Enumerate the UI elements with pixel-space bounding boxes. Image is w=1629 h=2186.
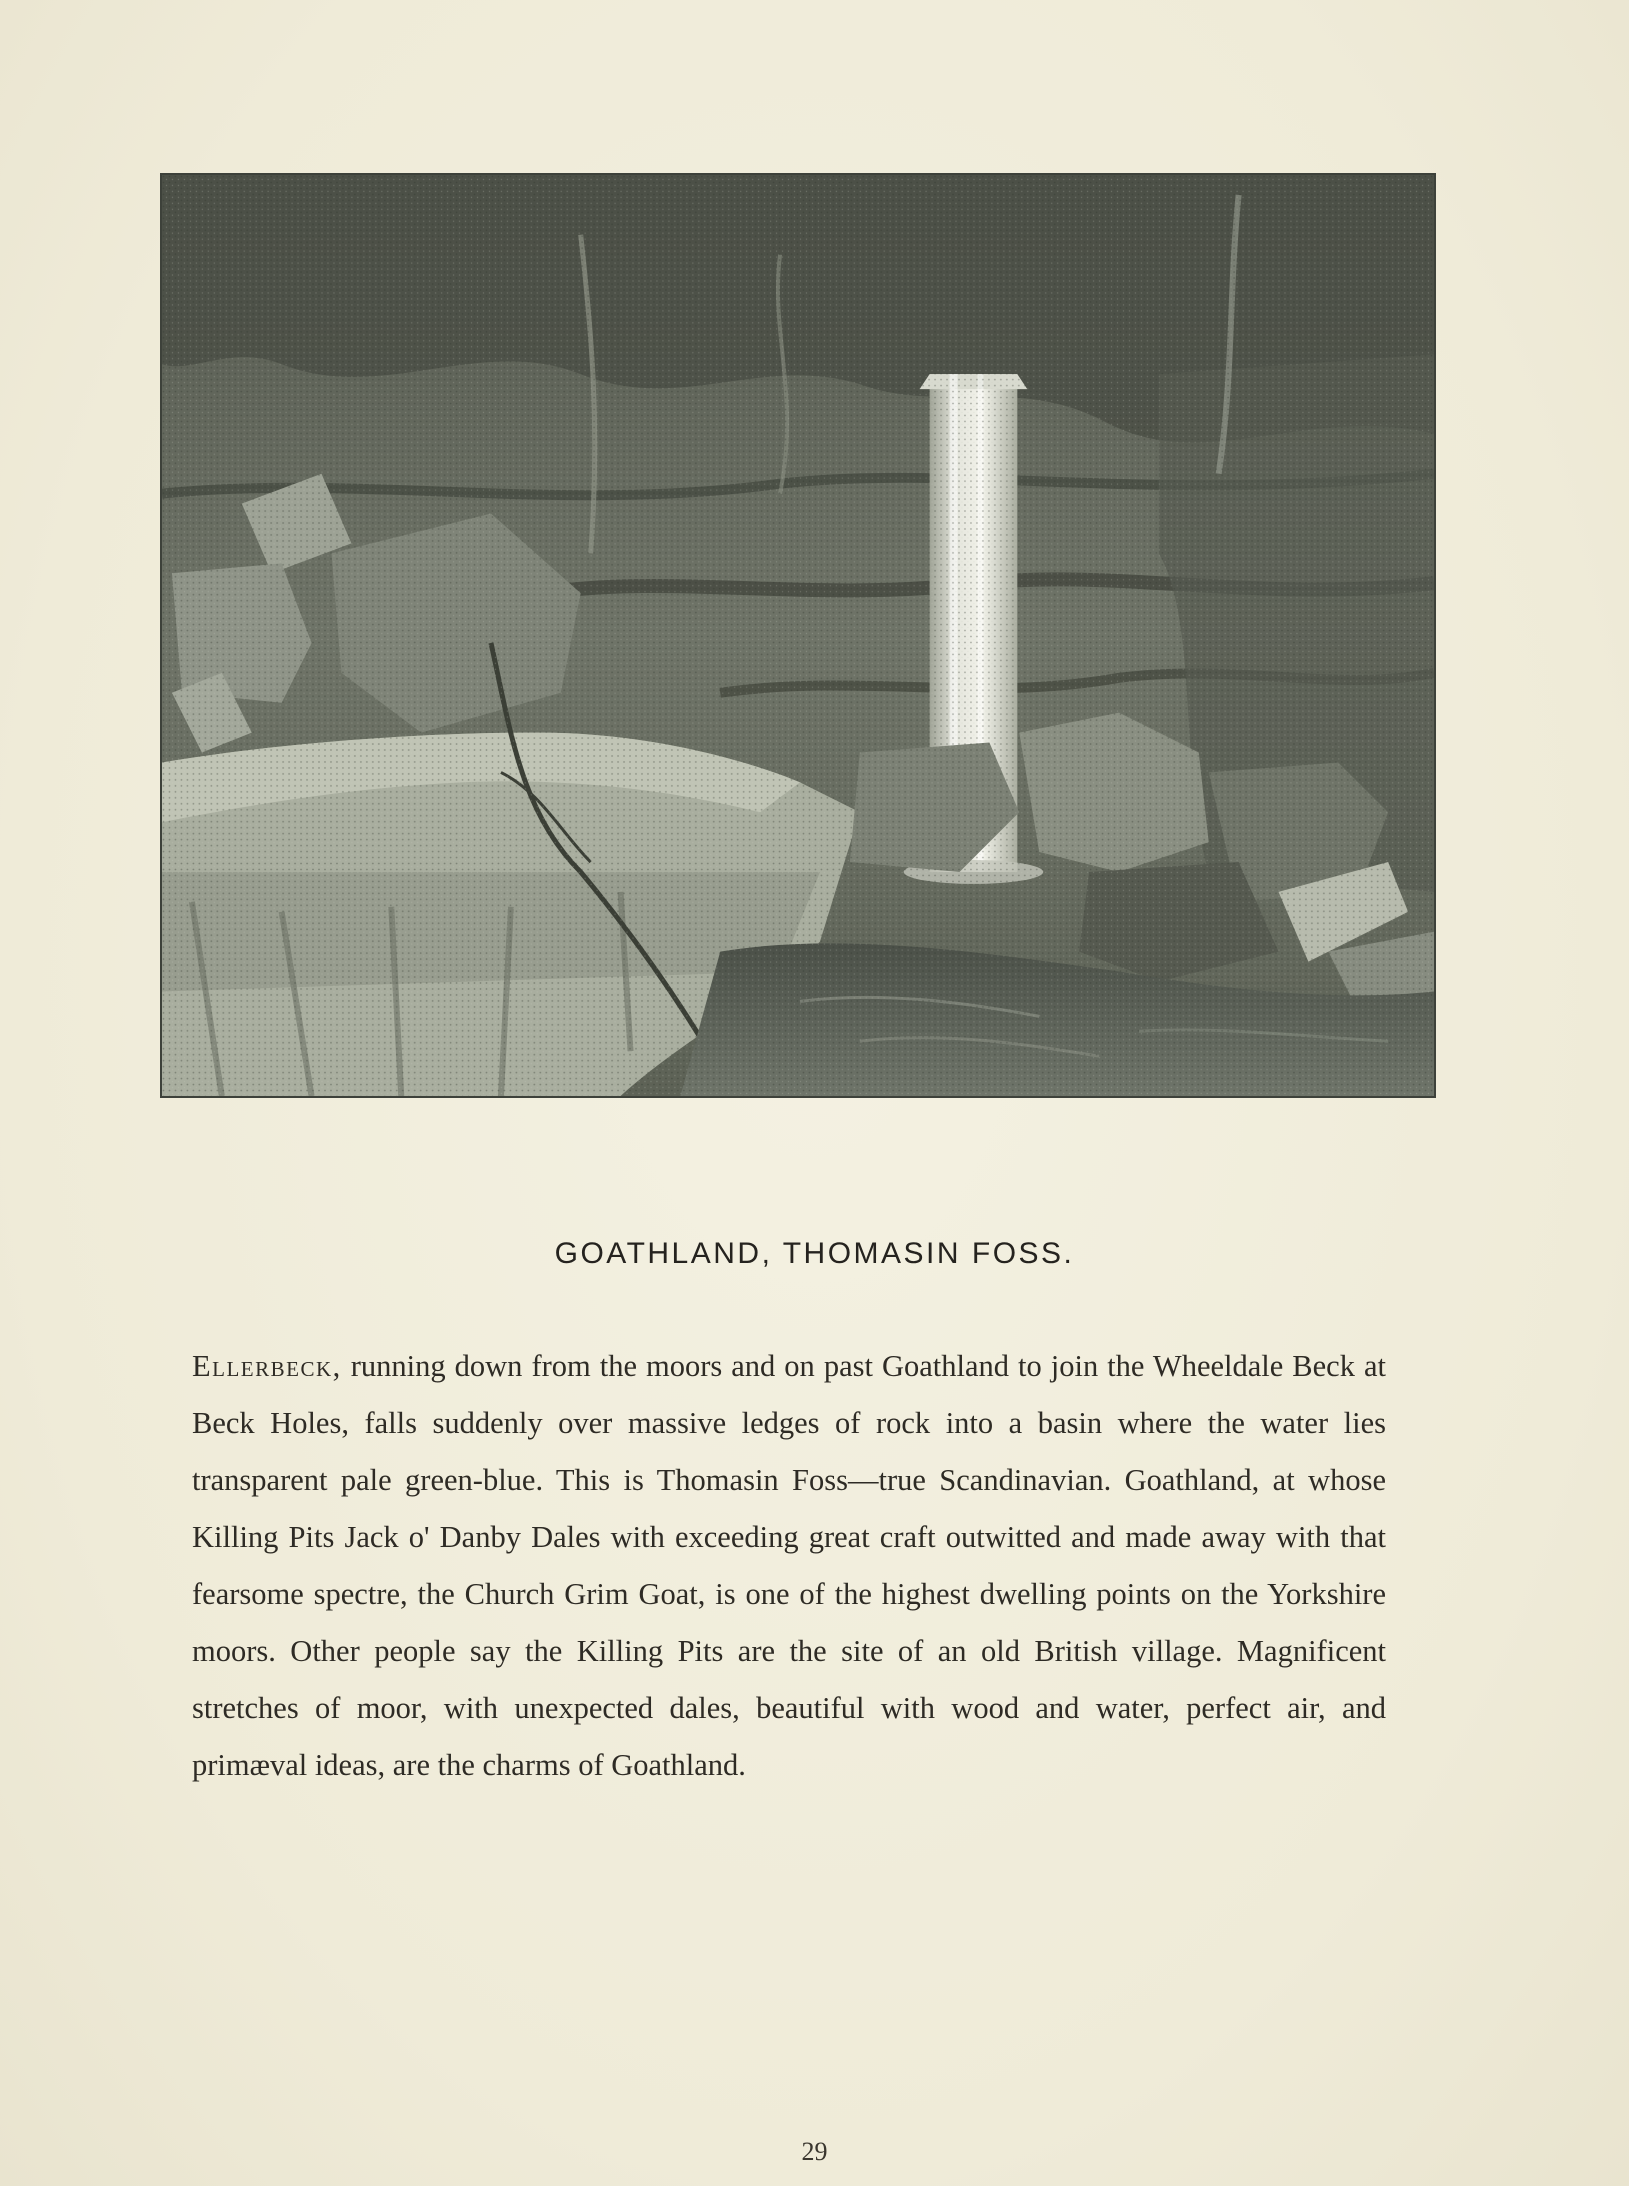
- figure-caption: GOATHLAND, THOMASIN FOSS.: [554, 1237, 1075, 1270]
- page-number: 29: [801, 2137, 828, 2166]
- article-paragraph: [192, 1338, 1386, 1794]
- paragraph-text: running down from the moors and on past Goathland to join the Wheeldale Beck at Beck Holes, falls suddenly over massive ledges of rock into a basin where the water lies transparent pale green-blue. This is Thomasin Foss—true Scandinavian. Goathland, at whose Killing Pits Jack o' Danby Dales with exceeding great craft outwitted and made away with that fearsome spectre, the Church Grim Goat, is one of the highest dwelling points on the Yorkshire moors. Other people say the Killing Pits are the site of an old British village. Magnificent stretches of moor, with unexpected dales, beautiful with wood and water, perfect air, and primæval ideas, are the charms of Goathland.: [192, 1349, 1386, 1782]
- photo-illustration: [162, 175, 1434, 1096]
- waterfall-photograph: [160, 173, 1436, 1098]
- lead-word: Ellerbeck,: [192, 1349, 342, 1383]
